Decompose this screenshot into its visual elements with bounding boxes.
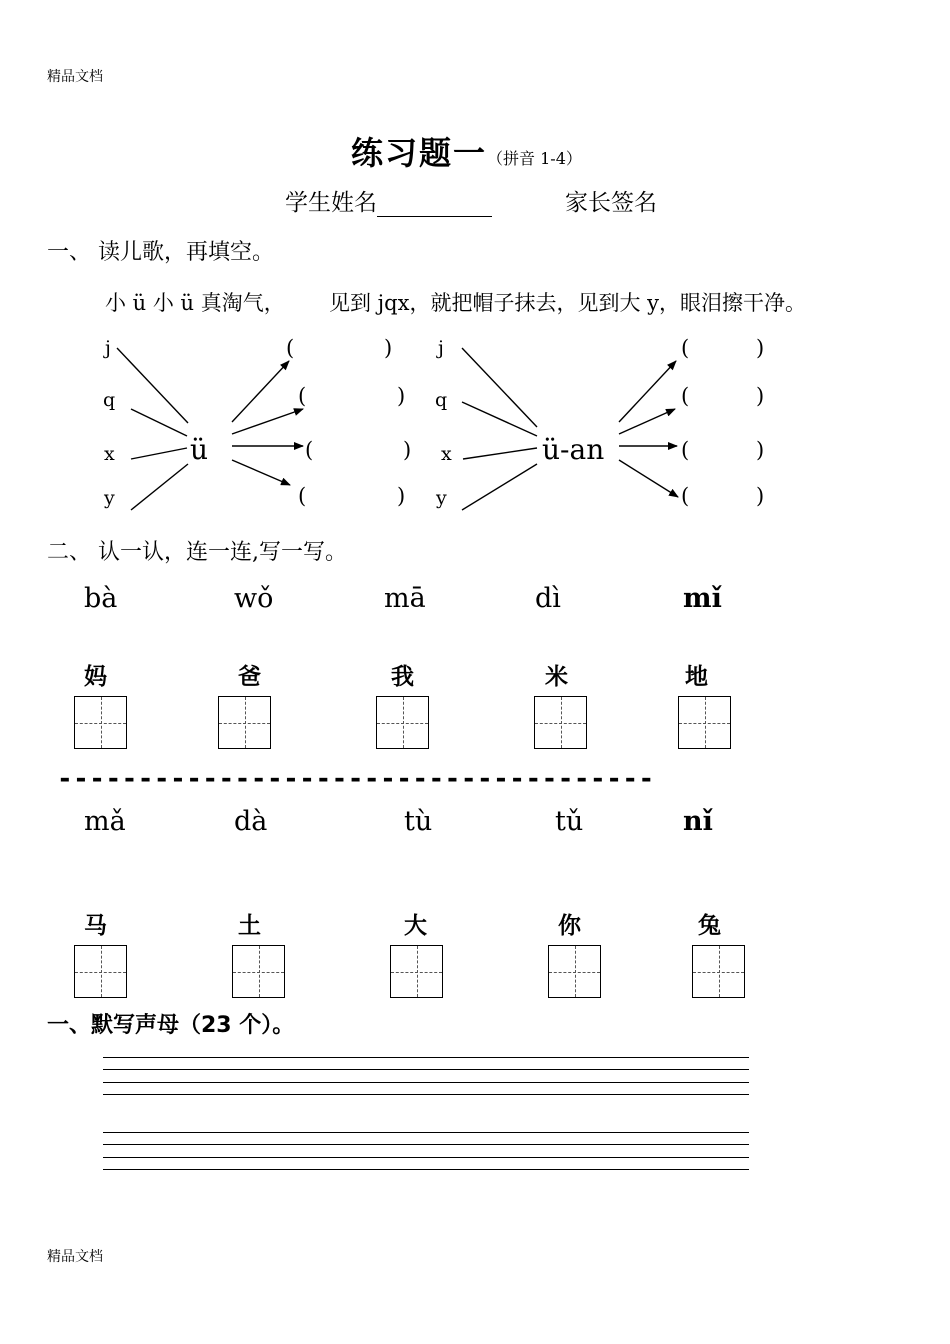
pinyin-ma3: mǎ <box>84 806 126 837</box>
right-answer-2-close: ) <box>756 384 765 408</box>
writing-line[interactable] <box>103 1069 749 1070</box>
writing-grid-3[interactable] <box>376 696 429 749</box>
char-ba-father: 爸 <box>238 664 261 690</box>
arrow-left-2 <box>232 409 303 434</box>
left-answer-2-close: ) <box>397 384 406 408</box>
char-ma-horse: 马 <box>84 913 107 939</box>
right-letter-y: y <box>436 487 447 509</box>
char-di-earth: 地 <box>685 664 708 690</box>
pinyin-da: dà <box>234 806 268 837</box>
line-right-j <box>462 348 537 427</box>
right-answer-1-close: ) <box>756 336 765 360</box>
pinyin-tu4: tù <box>404 806 433 837</box>
writing-grid-2[interactable] <box>218 696 271 749</box>
writing-line[interactable] <box>103 1132 749 1133</box>
left-answer-3-open[interactable]: ( <box>305 438 314 462</box>
line-left-y <box>131 464 188 510</box>
writing-grid-1[interactable] <box>74 696 127 749</box>
line-left-j <box>117 348 188 423</box>
char-tu-soil: 土 <box>238 913 261 939</box>
char-da-big: 大 <box>404 913 427 939</box>
right-answer-4-open[interactable]: ( <box>681 484 690 508</box>
pinyin-tu3: tǔ <box>555 806 584 837</box>
section3-heading: 一、默写声母（23 个）。 <box>47 1013 295 1038</box>
connection-lines <box>0 0 950 560</box>
rhyme-line-part2: 见到 jqx，就把帽子抹去，见到大 y，眼泪擦干净。 <box>329 291 807 315</box>
student-name-label: 学生姓名 <box>285 190 377 216</box>
left-answer-4-close: ) <box>397 484 406 508</box>
left-answer-1-close: ) <box>384 336 393 360</box>
writing-grid-9[interactable] <box>548 945 601 998</box>
char-ma-mother: 妈 <box>84 664 107 690</box>
writing-grid-4[interactable] <box>534 696 587 749</box>
left-center-u-umlaut: ü <box>190 433 209 466</box>
right-answer-3-open[interactable]: ( <box>681 438 690 462</box>
rhyme-line-part1: 小 ü 小 ü 真淘气， <box>105 291 285 315</box>
parent-signature-label: 家长签名 <box>565 190 657 216</box>
right-letter-x: x <box>441 443 452 465</box>
writing-line[interactable] <box>103 1169 749 1170</box>
line-right-q <box>462 402 537 436</box>
line-left-x <box>131 448 187 459</box>
page-footer: 精品文档 <box>47 1249 103 1265</box>
left-answer-3-close: ) <box>403 438 412 462</box>
right-center-u-an: ü-an <box>542 433 605 466</box>
right-answer-3-close: ) <box>756 438 765 462</box>
writing-line[interactable] <box>103 1057 749 1058</box>
writing-grid-7[interactable] <box>232 945 285 998</box>
arrow-left-4 <box>232 460 290 485</box>
left-letter-j: j <box>105 337 111 359</box>
writing-grid-5[interactable] <box>678 696 731 749</box>
left-answer-1-open[interactable]: ( <box>286 336 295 360</box>
arrow-left-1 <box>232 361 289 422</box>
left-answer-2-open[interactable]: ( <box>298 384 307 408</box>
right-answer-1-open[interactable]: ( <box>681 336 690 360</box>
char-tu-rabbit: 兔 <box>698 913 721 939</box>
pinyin-mi: mǐ <box>683 583 722 614</box>
char-ni-you: 你 <box>558 913 581 939</box>
arrow-right-4 <box>619 460 678 497</box>
section1-heading: 一、 读儿歌，再填空。 <box>47 240 274 265</box>
writing-line[interactable] <box>103 1094 749 1095</box>
left-letter-x: x <box>104 443 115 465</box>
page-header: 精品文档 <box>47 69 103 85</box>
right-answer-4-close: ) <box>756 484 765 508</box>
right-letter-j: j <box>438 337 444 359</box>
dashed-separator: ------------------------------------- <box>57 764 655 794</box>
right-letter-q: q <box>435 389 448 411</box>
left-letter-y: y <box>104 487 115 509</box>
line-right-y <box>462 464 537 510</box>
left-letter-q: q <box>103 389 116 411</box>
left-answer-4-open[interactable]: ( <box>298 484 307 508</box>
writing-grid-8[interactable] <box>390 945 443 998</box>
pinyin-ba: bà <box>84 583 118 614</box>
pinyin-ma1: mā <box>384 583 426 614</box>
char-mi-rice: 米 <box>545 664 568 690</box>
char-wo: 我 <box>391 664 414 690</box>
page-subtitle: （拼音 1-4） <box>487 149 582 168</box>
writing-line[interactable] <box>103 1157 749 1158</box>
section2-heading: 二、 认一认，连一连,写一写。 <box>47 540 347 565</box>
writing-line[interactable] <box>103 1144 749 1145</box>
line-right-x <box>463 448 537 459</box>
writing-grid-10[interactable] <box>692 945 745 998</box>
pinyin-wo: wǒ <box>234 583 274 614</box>
pinyin-ni: nǐ <box>683 806 713 837</box>
right-answer-2-open[interactable]: ( <box>681 384 690 408</box>
writing-grid-6[interactable] <box>74 945 127 998</box>
page-title: 练习题一 <box>351 134 488 172</box>
pinyin-di: dì <box>535 583 561 614</box>
writing-line[interactable] <box>103 1082 749 1083</box>
